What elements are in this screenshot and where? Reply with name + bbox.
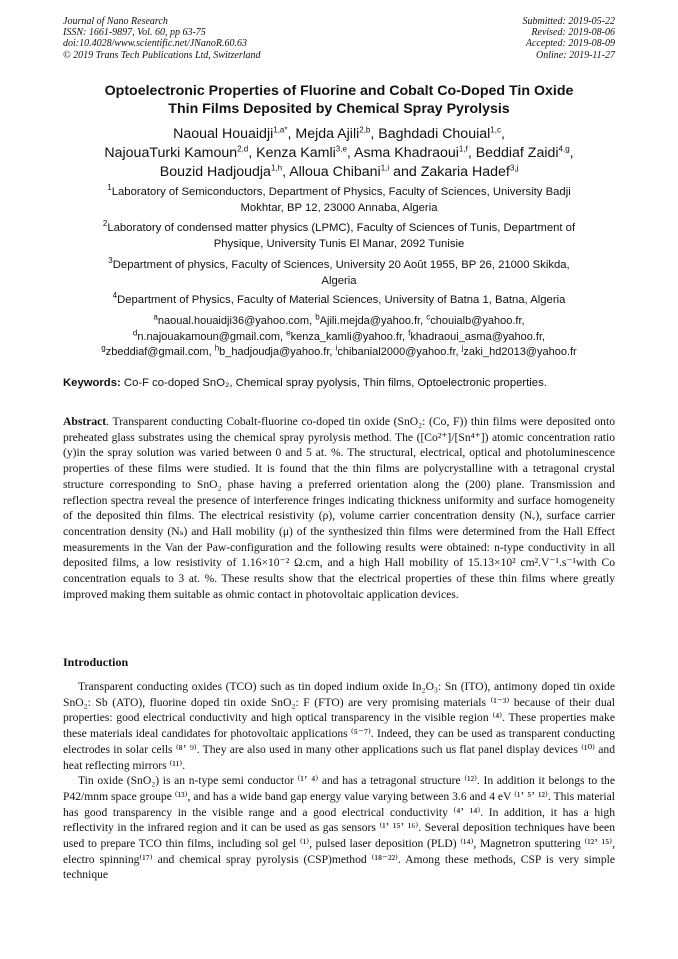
author-list — [40, 125, 638, 182]
author-name: Bouzid Hadjoudja — [159, 164, 271, 180]
submission-dates — [523, 16, 616, 61]
affiliation-text: Department of physics, Faculty of Sciences, University 20 Août 1955, BP 26, 21000 Skikda, — [112, 259, 570, 271]
introduction-body — [63, 679, 615, 883]
abstract-label: Abstract — [63, 415, 107, 428]
author-affiliation: 3,e — [335, 144, 347, 154]
paper-title — [50, 82, 628, 118]
email-marker: j — [461, 343, 464, 353]
keywords — [63, 377, 547, 389]
author-affiliation: 1,f — [458, 144, 468, 154]
author-line — [40, 163, 638, 182]
author-name: Beddiaf Zaidi — [475, 145, 559, 161]
author-affiliation: 1,h — [270, 163, 283, 173]
section-heading: Introduction — [63, 655, 129, 669]
email-line — [55, 345, 623, 361]
author-affiliation: 4,g — [558, 144, 570, 154]
affiliation-3 — [66, 258, 612, 289]
email-marker: g — [101, 343, 106, 353]
email-line — [55, 314, 623, 330]
email-address[interactable]: zaki_hd2013@yahoo.fr — [463, 346, 577, 359]
email-marker: i — [335, 343, 338, 353]
author-affiliation: 1,i — [380, 163, 390, 173]
author-separator: , — [346, 145, 355, 161]
affiliation-text: Laboratory of condensed matter physics (LPMC), Faculty of Sciences of Tunis, Department of — [107, 222, 576, 234]
email-address[interactable]: khadraoui_asma@yahoo.fr, — [410, 330, 546, 343]
email-marker: d — [132, 327, 138, 337]
author-name: Baghdadi Chouial — [378, 126, 491, 142]
author-separator: and — [389, 164, 421, 180]
affiliation-1 — [66, 185, 612, 216]
keywords-text: Co-F co-doped SnO₂, Chemical spray pyolysis, Thin films, Optoelectronic properties. — [120, 377, 547, 389]
email-marker: e — [286, 327, 291, 337]
email-marker: a — [153, 312, 158, 322]
email-marker: f — [408, 327, 411, 337]
author-name: NajouaTurki Kamoun — [104, 145, 238, 161]
journal-doi: doi:10.4028/www.scientific.net/JNanoR.60.63 — [63, 38, 247, 50]
email-address[interactable]: zbeddiaf@gmail.com, — [105, 346, 215, 359]
author-affiliation: 1,a* — [273, 125, 288, 135]
author-affiliation: 2,b — [359, 125, 371, 135]
email-address[interactable]: n.najouakamoun@gmail.com, — [137, 330, 287, 343]
author-emails — [55, 314, 623, 361]
journal-issn: ISSN: 1661-9897, Vol. 60, pp 63-75 — [63, 27, 206, 39]
author-separator: , — [248, 145, 257, 161]
author-name: Naoual Houaidji — [173, 126, 274, 142]
affiliation-text: Department of Physics, Faculty of Material Sciences, University of Batna 1, Batna, Algeria — [117, 294, 566, 306]
author-separator: , — [287, 126, 296, 142]
affiliation-text: Laboratory of Semiconductors, Department of Physics, Faculty of Sciences, University Badji — [111, 186, 571, 198]
email-marker: c — [426, 312, 431, 322]
keywords-label: Keywords: — [63, 377, 121, 389]
affiliation-text: Algeria — [321, 274, 357, 287]
affiliation-2 — [66, 221, 612, 252]
author-name: Alloua Chibani — [289, 164, 381, 180]
author-line — [40, 125, 638, 144]
author-name: Mejda Ajili — [295, 126, 360, 142]
date-submitted: Submitted: 2019-05-22 — [522, 16, 615, 27]
author-name: Kenza Kamli — [256, 145, 336, 161]
email-address[interactable]: naoual.houaidji36@yahoo.com, — [157, 315, 316, 327]
journal-copyright: © 2019 Trans Tech Publications Ltd, Switzerland — [63, 49, 261, 61]
paper-title-line: Thin Films Deposited by Chemical Spray Pyrolysis — [168, 101, 510, 117]
abstract-text: . Transparent conducting Cobalt-fluorine co-doped tin oxide (SnO₂: (Co, F)) thin films were deposited onto preheated glass substrates using the chemical spray pyrolysis method. The ([Co²⁺]/[Sn⁴⁺]) atomic concentration ratio (y)in the spray solution was varied between 0 and 5 at. %. The structural, electrical, optical and photoluminescence properties of these films were studied. It is found that the thin films are polycrystalline with a tetragonal crystal structure corresponding to SnO₂ phase having a preferred orientation along the (200) plane. Transmission and reflection spectra reveal the presence of interference fringes indicating thickness uniformity and surface homogeneity of the deposited thin films. The electrical resistivity (ρ), volume carrier concentration density (Nᵥ), surface carrier concentration density (Nₛ) and Hall mobility (μ) of the synthesized thin films were determined from the Hall Effect measurements in the Van der Paw-configuration and the following results were obtained: n-type conductivity in all deposited films, a low resistivity of 1.16×10⁻² Ω.cm, and a high Hall mobility of 15.13×10² cm².V⁻¹.s⁻¹with Co concentration equals to 3 at. %. These results show that the electrical properties of these thin films where greatly improved making them suitable as ohmic contact in photovoltaic application devices. — [63, 415, 615, 601]
affiliation-number: 3 — [108, 256, 113, 266]
body-paragraph: Tin oxide (SnO₂) is an n-type semi conductor ⁽¹ʼ ⁴⁾ and has a tetragonal structure ⁽¹²⁾. In addition it belongs to the P42/mnm space groupe ⁽¹³⁾, and has a wide band gap energy value varying between 3.6 and 4 eV ⁽¹ʼ ⁵ʼ ¹²⁾. This material has good transparency in the visible range and a good electrical conductivity ⁽⁴ʼ ¹⁴⁾. In addition, it has a high reflectivity in the infrared region and it can be used as gas sensors ⁽¹ʼ ¹⁵ʼ ¹⁶⁾. Several deposition techniques have been used to prepare TCO thin films, including sol gel ⁽¹⁾, pulsed laser deposition (PLD) ⁽¹⁴⁾, Magnetron sputtering ⁽¹²ʼ ¹⁵⁾, electro spinning⁽¹⁷⁾ and chemical spray pyrolysis (CSP)method ⁽¹⁸⁻²²⁾. Among these methods, CSP is very simple technique — [63, 774, 615, 882]
author-affiliation: 1,c — [490, 125, 501, 135]
abstract — [63, 414, 615, 602]
email-line — [55, 327, 623, 346]
body-paragraph: Transparent conducting oxides (TCO) such as tin doped indium oxide In₂O₃: Sn (ITO), antimony doped tin oxide SnO₂: Sb (ATO), fluorine doped tin oxide SnO₂: F (FTO) are very promising materials ⁽¹⁻³⁾ because of their dual properties: good electrical conductivity and high optical transparency in the visible region ⁽⁴⁾. These properties make these materials ideal candidates for photovoltaic applications ⁽⁵⁻⁷⁾. Indeed, they can be used as transparent conducting electrodes in solar cells ⁽⁸ʼ ⁹⁾. They are also used in many other applications such us flat panel display devices ⁽¹⁰⁾ and heat reflecting mirrors ⁽¹¹⁾. — [63, 680, 615, 772]
author-separator: , — [370, 126, 379, 142]
author-separator: , — [282, 164, 290, 180]
author-name: Zakaria Hadef — [420, 164, 510, 180]
email-marker: b — [315, 312, 320, 322]
author-line — [40, 144, 638, 163]
affiliation-4 — [66, 293, 612, 309]
email-marker: h — [214, 343, 220, 353]
email-address[interactable]: chouialb@yahoo.fr, — [430, 315, 525, 327]
paper-title-line: Optoelectronic Properties of Fluorine and Cobalt Co-Doped Tin Oxide — [104, 83, 574, 99]
email-address[interactable]: b_hadjoudja@yahoo.fr, — [219, 346, 336, 359]
email-address[interactable]: Ajili.mejda@yahoo.fr, — [319, 315, 427, 327]
date-revised: Revised: 2019-08-06 — [531, 27, 615, 39]
affiliation-number: 2 — [102, 219, 108, 229]
author-separator: , — [467, 145, 476, 161]
email-address[interactable]: chibanial2000@yahoo.fr, — [337, 346, 462, 359]
affiliation-number: 1 — [107, 183, 112, 193]
author-affiliation: 2,d — [237, 144, 249, 154]
date-accepted: Accepted: 2019-08-09 — [525, 38, 615, 50]
author-name: Asma Khadraoui — [354, 145, 459, 161]
author-affiliation: 3,j — [509, 163, 519, 173]
email-address[interactable]: kenza_kamli@yahoo.fr, — [290, 330, 409, 343]
affiliation-text: Mokhtar, BP 12, 23000 Annaba, Algeria — [240, 201, 438, 214]
author-separator: , — [500, 126, 505, 142]
journal-info — [63, 16, 261, 61]
author-separator: , — [569, 145, 574, 161]
affiliation-number: 4 — [112, 291, 118, 301]
date-online: Online: 2019-11-27 — [536, 49, 615, 61]
affiliation-text: Physique, University Tunis El Manar, 2092 Tunisie — [213, 237, 465, 250]
journal-name: Journal of Nano Research — [63, 16, 168, 27]
